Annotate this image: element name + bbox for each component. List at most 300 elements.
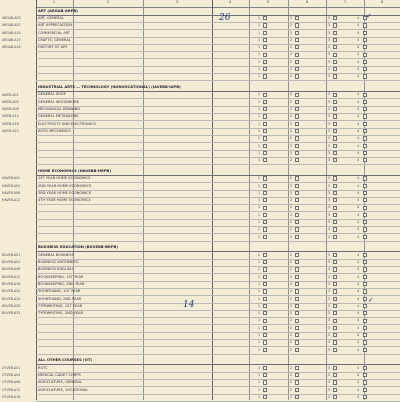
course-label: TYPEWRITING, 2ND YEAR <box>38 311 84 316</box>
check-mark-icon: ✓ <box>366 12 372 20</box>
choice-checkbox[interactable] <box>333 275 337 279</box>
choice-checkbox[interactable] <box>263 282 267 286</box>
choice-checkbox[interactable] <box>363 191 367 195</box>
choice-checkbox[interactable] <box>363 267 367 271</box>
choice-checkbox[interactable] <box>295 136 299 140</box>
choice-number: 1 <box>258 373 261 378</box>
choice-number: 1 <box>258 121 261 126</box>
choice-checkbox[interactable] <box>363 107 367 111</box>
choice-checkbox[interactable] <box>363 144 367 148</box>
choice-checkbox[interactable] <box>263 60 267 64</box>
choice-number: 1 <box>258 128 261 133</box>
choice-number: 2 <box>290 325 293 330</box>
choice-checkbox[interactable] <box>295 326 299 330</box>
choice-checkbox[interactable] <box>263 388 267 392</box>
choice-number: 2 <box>290 347 293 352</box>
choice-checkbox[interactable] <box>363 114 367 118</box>
choice-checkbox[interactable] <box>363 198 367 202</box>
choice-number: 3 <box>328 59 331 64</box>
choice-number: 1 <box>258 333 261 338</box>
choice-checkbox[interactable] <box>295 45 299 49</box>
choice-checkbox[interactable] <box>263 191 267 195</box>
choice-number: 4 <box>357 114 360 119</box>
choice-checkbox[interactable] <box>263 326 267 330</box>
choice-number: 2 <box>290 205 293 210</box>
choice-number: 3 <box>328 387 331 392</box>
choice-number: 3 <box>328 303 331 308</box>
choice-checkbox[interactable] <box>363 151 367 155</box>
choice-number: 4 <box>357 92 360 97</box>
choice-checkbox[interactable] <box>295 253 299 257</box>
choice-checkbox[interactable] <box>295 260 299 264</box>
course-label: 1ST YEAR HOME ECONOMICS <box>38 176 91 181</box>
choice-checkbox[interactable] <box>333 366 337 370</box>
choice-checkbox[interactable] <box>333 136 337 140</box>
choice-checkbox[interactable] <box>263 184 267 188</box>
choice-number: 3 <box>328 340 331 345</box>
choice-checkbox[interactable] <box>295 206 299 210</box>
choice-checkbox[interactable] <box>333 340 337 344</box>
choice-checkbox[interactable] <box>295 235 299 239</box>
choice-checkbox[interactable] <box>263 31 267 35</box>
choice-number: 1 <box>258 92 261 97</box>
choice-checkbox[interactable] <box>263 235 267 239</box>
course-label: BUSINESS ENGLISH <box>38 267 73 272</box>
choice-checkbox[interactable] <box>363 326 367 330</box>
choice-number: 3 <box>328 333 331 338</box>
choice-checkbox[interactable] <box>363 31 367 35</box>
choice-checkbox[interactable] <box>263 297 267 301</box>
choice-checkbox[interactable] <box>363 311 367 315</box>
choice-checkbox[interactable] <box>333 93 337 97</box>
choice-number: 3 <box>328 373 331 378</box>
choice-checkbox[interactable] <box>263 311 267 315</box>
choice-number: 2 <box>290 212 293 217</box>
choice-checkbox[interactable] <box>295 275 299 279</box>
choice-number: 2 <box>290 128 293 133</box>
choice-checkbox[interactable] <box>263 114 267 118</box>
course-code: BUVEB-A12 <box>2 274 21 279</box>
choice-number: 1 <box>258 107 261 112</box>
choice-checkbox[interactable] <box>363 304 367 308</box>
choice-checkbox[interactable] <box>333 348 337 352</box>
choice-number: 2 <box>290 136 293 141</box>
choice-number: 4 <box>357 205 360 210</box>
choice-checkbox[interactable] <box>333 31 337 35</box>
choice-checkbox[interactable] <box>333 151 337 155</box>
choice-number: 1 <box>258 99 261 104</box>
choice-checkbox[interactable] <box>333 311 337 315</box>
choice-checkbox[interactable] <box>263 16 267 20</box>
choice-number: 1 <box>258 74 261 79</box>
choice-checkbox[interactable] <box>363 74 367 78</box>
choice-checkbox[interactable] <box>295 129 299 133</box>
course-label: ELECTRICITY AND ELECTRONICS <box>38 121 96 126</box>
choice-checkbox[interactable] <box>263 122 267 126</box>
choice-checkbox[interactable] <box>263 267 267 271</box>
choice-checkbox[interactable] <box>295 395 299 399</box>
choice-checkbox[interactable] <box>333 60 337 64</box>
choice-checkbox[interactable] <box>263 74 267 78</box>
course-label: MEDICAL CADET CORPS <box>38 373 81 378</box>
choice-checkbox[interactable] <box>363 184 367 188</box>
course-label: ART, GENERAL <box>38 15 64 20</box>
choice-number: 4 <box>357 176 360 181</box>
choice-checkbox[interactable] <box>333 282 337 286</box>
course-code: HAVEB-A08 <box>2 190 21 195</box>
choice-number: 4 <box>357 267 360 272</box>
choice-checkbox[interactable] <box>333 53 337 57</box>
choice-checkbox[interactable] <box>363 253 367 257</box>
choice-checkbox[interactable] <box>363 220 367 224</box>
choice-checkbox[interactable] <box>295 366 299 370</box>
choice-number: 3 <box>328 198 331 203</box>
course-row <box>36 233 400 241</box>
course-label: BUSINESS ARITHMETIC <box>38 260 80 265</box>
choice-checkbox[interactable] <box>263 366 267 370</box>
choice-number: 4 <box>357 37 360 42</box>
choice-checkbox[interactable] <box>263 340 267 344</box>
choice-checkbox[interactable] <box>333 38 337 42</box>
choice-checkbox[interactable] <box>333 213 337 217</box>
choice-number: 1 <box>258 136 261 141</box>
choice-number: 2 <box>290 394 293 399</box>
choice-checkbox[interactable] <box>363 158 367 162</box>
choice-checkbox[interactable] <box>363 319 367 323</box>
course-label: AGRICULTURE, VOCATIONAL <box>38 387 89 392</box>
choice-checkbox[interactable] <box>295 53 299 57</box>
choice-checkbox[interactable] <box>333 304 337 308</box>
choice-checkbox[interactable] <box>263 289 267 293</box>
choice-checkbox[interactable] <box>295 93 299 97</box>
choice-number: 4 <box>357 387 360 392</box>
choice-checkbox[interactable] <box>263 260 267 264</box>
column-header-3: 3 <box>175 0 179 4</box>
choice-checkbox[interactable] <box>263 275 267 279</box>
choice-number: 1 <box>258 289 261 294</box>
choice-number: 1 <box>258 318 261 323</box>
choice-checkbox[interactable] <box>295 158 299 162</box>
choice-checkbox[interactable] <box>363 176 367 180</box>
choice-checkbox[interactable] <box>295 100 299 104</box>
choice-number: 4 <box>357 289 360 294</box>
course-row <box>36 346 400 354</box>
choice-checkbox[interactable] <box>295 380 299 384</box>
choice-checkbox[interactable] <box>363 297 367 301</box>
choice-number: 3 <box>328 227 331 232</box>
choice-number: 1 <box>258 15 261 20</box>
choice-checkbox[interactable] <box>295 107 299 111</box>
choice-checkbox[interactable] <box>295 297 299 301</box>
choice-checkbox[interactable] <box>263 213 267 217</box>
choice-checkbox[interactable] <box>263 53 267 57</box>
choice-checkbox[interactable] <box>295 122 299 126</box>
choice-checkbox[interactable] <box>263 253 267 257</box>
choice-number: 4 <box>357 150 360 155</box>
course-code: IAVEB-A12 <box>2 114 19 119</box>
choice-number: 3 <box>328 30 331 35</box>
choice-checkbox[interactable] <box>363 60 367 64</box>
choice-checkbox[interactable] <box>333 333 337 337</box>
choice-number: 4 <box>357 59 360 64</box>
choice-checkbox[interactable] <box>363 100 367 104</box>
choice-number: 4 <box>357 394 360 399</box>
choice-number: 3 <box>328 394 331 399</box>
section-title: HOME ECONOMICS (HAVEBB-HRPB) <box>38 168 112 173</box>
choice-checkbox[interactable] <box>363 53 367 57</box>
choice-number: 3 <box>328 67 331 72</box>
course-label: BOOKKEEPING, 1ST YEAR <box>38 274 84 279</box>
choice-checkbox[interactable] <box>295 388 299 392</box>
choice-number: 2 <box>290 74 293 79</box>
course-row <box>36 157 400 165</box>
choice-checkbox[interactable] <box>333 220 337 224</box>
choice-checkbox[interactable] <box>363 373 367 377</box>
choice-checkbox[interactable] <box>363 38 367 42</box>
choice-checkbox[interactable] <box>263 144 267 148</box>
choice-checkbox[interactable] <box>263 395 267 399</box>
choice-number: 2 <box>290 296 293 301</box>
choice-checkbox[interactable] <box>295 16 299 20</box>
course-code: BUVEB-A28 <box>2 303 21 308</box>
choice-checkbox[interactable] <box>295 319 299 323</box>
course-code: BUVEB-A24 <box>2 296 21 301</box>
choice-checkbox[interactable] <box>295 311 299 315</box>
choice-checkbox[interactable] <box>295 373 299 377</box>
section-title: ART (ARGAB-ARPB) <box>38 8 78 13</box>
choice-checkbox[interactable] <box>263 67 267 71</box>
choice-checkbox[interactable] <box>333 158 337 162</box>
choice-checkbox[interactable] <box>295 227 299 231</box>
choice-checkbox[interactable] <box>363 227 367 231</box>
choice-checkbox[interactable] <box>333 129 337 133</box>
column-header-6: 6 <box>305 0 309 4</box>
course-label: HISTORY OF ART <box>38 45 68 50</box>
choice-checkbox[interactable] <box>333 184 337 188</box>
choice-number: 1 <box>258 220 261 225</box>
course-label: BOOKKEEPING, 2ND YEAR <box>38 281 85 286</box>
choice-checkbox[interactable] <box>363 275 367 279</box>
choice-checkbox[interactable] <box>333 235 337 239</box>
choice-checkbox[interactable] <box>363 206 367 210</box>
course-row <box>2 394 400 402</box>
choice-checkbox[interactable] <box>333 100 337 104</box>
choice-number: 1 <box>258 380 261 385</box>
choice-checkbox[interactable] <box>333 260 337 264</box>
choice-checkbox[interactable] <box>295 289 299 293</box>
choice-checkbox[interactable] <box>295 60 299 64</box>
course-code: BUVEB-A01 <box>2 252 21 257</box>
choice-checkbox[interactable] <box>263 198 267 202</box>
choice-number: 4 <box>357 347 360 352</box>
choice-checkbox[interactable] <box>363 380 367 384</box>
choice-number: 4 <box>357 183 360 188</box>
choice-checkbox[interactable] <box>363 333 367 337</box>
choice-number: 4 <box>357 121 360 126</box>
choice-checkbox[interactable] <box>333 388 337 392</box>
choice-number: 4 <box>357 380 360 385</box>
choice-number: 3 <box>328 92 331 97</box>
choice-checkbox[interactable] <box>333 373 337 377</box>
choice-number: 3 <box>328 150 331 155</box>
choice-checkbox[interactable] <box>295 151 299 155</box>
choice-checkbox[interactable] <box>263 206 267 210</box>
choice-checkbox[interactable] <box>333 16 337 20</box>
choice-checkbox[interactable] <box>363 122 367 126</box>
choice-number: 4 <box>357 274 360 279</box>
choice-checkbox[interactable] <box>363 289 367 293</box>
choice-checkbox[interactable] <box>363 213 367 217</box>
choice-number: 2 <box>290 176 293 181</box>
choice-number: 3 <box>328 128 331 133</box>
choice-checkbox[interactable] <box>363 23 367 27</box>
choice-checkbox[interactable] <box>263 129 267 133</box>
choice-checkbox[interactable] <box>263 45 267 49</box>
choice-checkbox[interactable] <box>333 191 337 195</box>
choice-checkbox[interactable] <box>333 176 337 180</box>
choice-checkbox[interactable] <box>295 198 299 202</box>
course-code: BUVEB-A20 <box>2 289 21 294</box>
choice-number: 4 <box>357 67 360 72</box>
handwritten-number: 14 <box>183 300 195 310</box>
choice-checkbox[interactable] <box>333 144 337 148</box>
choice-checkbox[interactable] <box>295 191 299 195</box>
choice-checkbox[interactable] <box>363 388 367 392</box>
choice-checkbox[interactable] <box>263 333 267 337</box>
choice-checkbox[interactable] <box>263 227 267 231</box>
choice-number: 3 <box>328 365 331 370</box>
choice-checkbox[interactable] <box>295 340 299 344</box>
choice-checkbox[interactable] <box>295 348 299 352</box>
choice-checkbox[interactable] <box>263 220 267 224</box>
choice-checkbox[interactable] <box>333 289 337 293</box>
choice-checkbox[interactable] <box>363 93 367 97</box>
choice-number: 2 <box>290 45 293 50</box>
choice-checkbox[interactable] <box>295 114 299 118</box>
choice-checkbox[interactable] <box>295 267 299 271</box>
choice-number: 1 <box>258 274 261 279</box>
choice-checkbox[interactable] <box>363 340 367 344</box>
choice-checkbox[interactable] <box>263 380 267 384</box>
choice-checkbox[interactable] <box>333 227 337 231</box>
course-code: BUVEB-A32 <box>2 311 21 316</box>
choice-checkbox[interactable] <box>333 23 337 27</box>
choice-checkbox[interactable] <box>263 373 267 377</box>
choice-checkbox[interactable] <box>263 107 267 111</box>
choice-checkbox[interactable] <box>333 122 337 126</box>
choice-checkbox[interactable] <box>295 220 299 224</box>
choice-checkbox[interactable] <box>295 74 299 78</box>
choice-checkbox[interactable] <box>363 395 367 399</box>
choice-number: 1 <box>258 340 261 345</box>
choice-checkbox[interactable] <box>333 267 337 271</box>
choice-checkbox[interactable] <box>333 74 337 78</box>
choice-number: 1 <box>258 212 261 217</box>
choice-number: 1 <box>258 227 261 232</box>
choice-checkbox[interactable] <box>263 304 267 308</box>
choice-checkbox[interactable] <box>363 366 367 370</box>
choice-checkbox[interactable] <box>295 31 299 35</box>
choice-number: 2 <box>290 365 293 370</box>
choice-checkbox[interactable] <box>333 319 337 323</box>
choice-checkbox[interactable] <box>295 38 299 42</box>
choice-checkbox[interactable] <box>295 304 299 308</box>
column-header-1: 1 <box>52 0 56 4</box>
choice-checkbox[interactable] <box>363 260 367 264</box>
choice-checkbox[interactable] <box>263 136 267 140</box>
choice-number: 4 <box>357 311 360 316</box>
choice-number: 2 <box>290 23 293 28</box>
choice-number: 2 <box>290 143 293 148</box>
choice-checkbox[interactable] <box>263 23 267 27</box>
choice-checkbox[interactable] <box>295 67 299 71</box>
choice-checkbox[interactable] <box>333 206 337 210</box>
choice-number: 3 <box>328 260 331 265</box>
choice-checkbox[interactable] <box>333 395 337 399</box>
choice-checkbox[interactable] <box>333 67 337 71</box>
choice-checkbox[interactable] <box>333 198 337 202</box>
choice-checkbox[interactable] <box>333 45 337 49</box>
choice-number: 1 <box>258 347 261 352</box>
choice-checkbox[interactable] <box>295 333 299 337</box>
choice-checkbox[interactable] <box>363 45 367 49</box>
choice-checkbox[interactable] <box>295 282 299 286</box>
choice-checkbox[interactable] <box>295 23 299 27</box>
choice-number: 1 <box>258 183 261 188</box>
choice-checkbox[interactable] <box>295 184 299 188</box>
choice-number: 4 <box>357 325 360 330</box>
choice-checkbox[interactable] <box>363 348 367 352</box>
choice-checkbox[interactable] <box>333 380 337 384</box>
choice-checkbox[interactable] <box>295 176 299 180</box>
choice-checkbox[interactable] <box>263 38 267 42</box>
choice-number: 2 <box>290 15 293 20</box>
choice-checkbox[interactable] <box>263 93 267 97</box>
choice-number: 2 <box>290 114 293 119</box>
choice-number: 4 <box>357 15 360 20</box>
course-code: ARGAB-A10 <box>2 30 21 35</box>
choice-checkbox[interactable] <box>333 326 337 330</box>
choice-checkbox[interactable] <box>263 319 267 323</box>
choice-number: 3 <box>328 220 331 225</box>
choice-checkbox[interactable] <box>333 253 337 257</box>
choice-number: 2 <box>290 121 293 126</box>
choice-checkbox[interactable] <box>333 107 337 111</box>
choice-checkbox[interactable] <box>263 176 267 180</box>
choice-number: 1 <box>258 37 261 42</box>
choice-checkbox[interactable] <box>363 282 367 286</box>
choice-number: 2 <box>290 150 293 155</box>
choice-checkbox[interactable] <box>295 213 299 217</box>
course-label: GENERAL SHOP <box>38 92 66 97</box>
choice-checkbox[interactable] <box>263 151 267 155</box>
choice-checkbox[interactable] <box>263 348 267 352</box>
choice-checkbox[interactable] <box>333 114 337 118</box>
course-code: IAVEB-A01 <box>2 92 19 97</box>
choice-number: 4 <box>357 365 360 370</box>
choice-checkbox[interactable] <box>363 235 367 239</box>
choice-checkbox[interactable] <box>263 100 267 104</box>
choice-number: 3 <box>328 325 331 330</box>
choice-number: 2 <box>290 59 293 64</box>
choice-checkbox[interactable] <box>363 136 367 140</box>
choice-checkbox[interactable] <box>295 144 299 148</box>
choice-checkbox[interactable] <box>263 158 267 162</box>
choice-checkbox[interactable] <box>333 297 337 301</box>
choice-number: 3 <box>328 114 331 119</box>
choice-checkbox[interactable] <box>363 129 367 133</box>
choice-checkbox[interactable] <box>363 67 367 71</box>
